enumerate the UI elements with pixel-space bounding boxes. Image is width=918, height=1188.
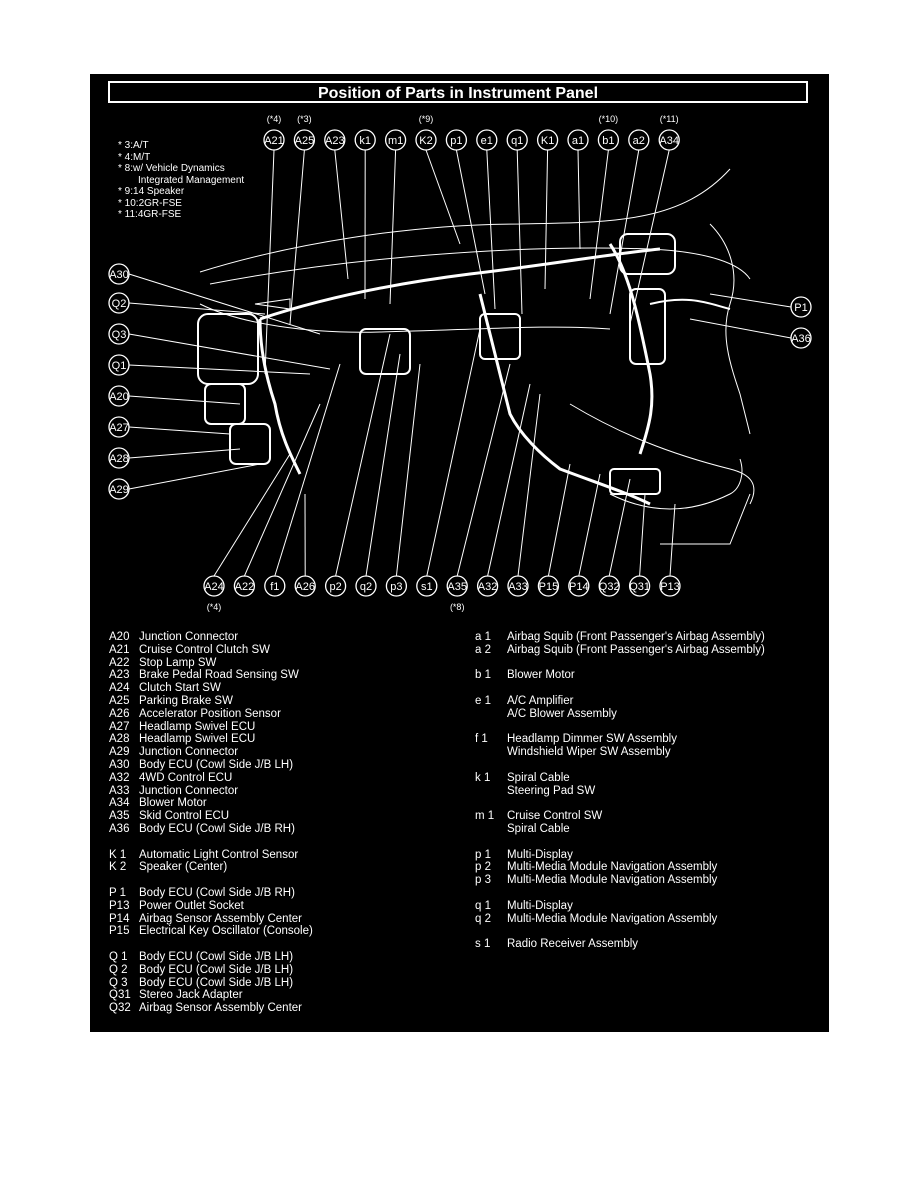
legend-row [109,823,313,836]
callout-a33 [508,576,528,596]
legend-desc: Airbag Sensor Assembly Center [139,912,302,925]
leader-line [548,464,570,576]
legend-desc: Cruise Control Clutch SW [139,643,271,656]
callout-a35 [447,576,467,596]
legend-desc: Spiral Cable [507,822,570,835]
steering-column [360,329,410,374]
leader-line [578,150,580,249]
legend-row [109,887,313,900]
leader-line [390,150,396,304]
callout-a22 [234,576,254,596]
legend-row [475,669,765,682]
callout-label: K2 [419,135,433,147]
callout-a32 [478,576,498,596]
callout-label: A29 [109,484,129,496]
note-line: * 4:M/T [118,151,151,163]
legend-row [109,733,313,746]
callout-q2 [109,293,129,313]
legend-code: f 1 [475,733,488,746]
callout-label: K1 [540,135,555,147]
note-line: * 8:w/ Vehicle Dynamics [118,163,225,174]
legend-code: Q32 [109,1002,131,1015]
legend-code: A26 [109,707,130,720]
callout-m1 [386,130,406,150]
legend-desc: Skid Control ECU [139,810,230,823]
legend-desc: Multi-Display [507,848,573,861]
junction-block [230,424,270,464]
legend-row [109,925,313,938]
callout-k1 [355,130,375,150]
legend-desc: Accelerator Position Sensor [139,707,281,720]
legend-code: Q 2 [109,963,128,976]
leader-lines [129,150,791,576]
legend-row [109,772,313,785]
leader-line [710,294,791,307]
leader-line [545,150,548,289]
callout-q2 [356,576,376,596]
main-harness [260,249,660,319]
note-line: * 3:A/T [118,140,149,151]
harness-clip [255,299,290,309]
legend-row [109,669,313,682]
legend-gap [475,925,765,938]
legend-desc: A/C Blower Assembly [507,707,617,720]
legend-desc: Body ECU (Cowl Side J/B LH) [139,976,294,989]
legend-desc: Brake Pedal Road Sensing SW [139,669,299,682]
legend-code: A22 [109,656,130,669]
legend-row [475,708,765,721]
callout-label: A26 [295,581,315,593]
legend-code: s 1 [475,938,491,951]
callout-label: A21 [264,135,284,147]
legend-code: A21 [109,643,130,656]
legend-row [475,746,765,759]
legend-desc: Cruise Control SW [507,810,603,823]
callout-label: p2 [329,581,342,593]
legend-desc: Headlamp Swivel ECU [139,720,256,733]
legend-gap [109,938,313,951]
legend-gap [109,836,313,849]
legend-code: A30 [109,758,130,771]
legend-desc: Power Outlet Socket [139,899,244,912]
legend-row [475,861,765,874]
callout-label: s1 [420,581,433,593]
legend-row [109,810,313,823]
callout-label: A27 [109,422,129,434]
legend-row [475,695,765,708]
leader-line [579,474,600,576]
leader-line [690,319,791,338]
legend-code: A23 [109,669,130,682]
callout-p3 [386,576,406,596]
legend-row [109,849,313,862]
legend-row [109,1002,313,1015]
passenger-harness [650,300,730,309]
legend-code: m 1 [475,810,495,823]
legend-gap [475,797,765,810]
legend-row [475,823,765,836]
dash-upper-line [210,248,750,284]
legend-desc: 4WD Control ECU [139,771,233,784]
legend-row [109,797,313,810]
callout-label: A36 [791,333,811,345]
legend-desc: Body ECU (Cowl Side J/B LH) [139,963,294,976]
callout-note: (*4) [206,602,222,612]
callout-label: Q32 [598,581,620,593]
callout-s1 [417,576,437,596]
legend-desc: Automatic Light Control Sensor [139,848,299,861]
callout-label: q2 [359,581,373,593]
callout-label: A20 [109,391,129,403]
legend-row [475,733,765,746]
callout-label: P15 [538,581,559,593]
leader-line [129,449,240,458]
callout-label: p3 [390,581,403,593]
callout-a26 [295,576,315,596]
callout-p15 [538,576,558,596]
callout-f1 [265,576,285,596]
callout-label: e1 [480,135,493,147]
legend-code [475,708,507,721]
leader-line [129,427,230,434]
leader-line [265,150,274,374]
callout-label: b1 [602,135,615,147]
legend-row [109,644,313,657]
center-harness [480,294,650,504]
legend-row [109,913,313,926]
callout-k1 [538,130,558,150]
callout-a23 [325,130,345,150]
callout-q1 [109,355,129,375]
callout-a25 [294,130,314,150]
console-line [570,404,754,504]
legend-code: p 1 [475,848,491,861]
callout-q3 [109,324,129,344]
legend-code: A29 [109,746,130,759]
legend-desc: Junction Connector [139,784,239,797]
note-line: * 10:2GR-FSE [118,197,182,209]
legend-desc: Clutch Start SW [139,682,221,695]
legend-row [475,938,765,951]
legend-desc: Headlamp Dimmer SW Assembly [507,733,677,746]
legend-desc: Spiral Cable [507,771,570,784]
legend-code: A20 [109,631,130,643]
legend-row [109,721,313,734]
legend-gap [475,721,765,734]
legend-code: e 1 [475,694,491,707]
note-line: * 11:4GR-FSE [118,209,182,220]
leader-line [129,464,260,489]
note-line: * 9:14 Speaker [118,186,185,197]
leader-line [426,150,460,244]
legend-desc: Stop Lamp SW [139,656,217,669]
legend-desc: Blower Motor [507,669,575,682]
callout-label: m1 [387,135,404,147]
callout-label: A22 [234,581,255,593]
callout-note: (*4) [266,114,282,124]
legend-row [475,900,765,913]
legend-code: p 2 [475,861,491,874]
callout-note: (*10) [598,114,619,124]
callout-note: (*11) [659,114,679,124]
legend-desc: Stereo Jack Adapter [139,989,243,1002]
legend-code: Q 3 [109,976,128,989]
leader-line [396,364,420,576]
legend-desc: A/C Amplifier [507,694,574,707]
legend-row [109,631,313,644]
legend-row [475,631,765,644]
callout-label: A32 [477,581,498,593]
legend-desc: Airbag Squib (Front Passenger's Airbag Assembly) [507,643,765,656]
callout-label: A23 [325,135,345,147]
legend-code: A32 [109,771,130,784]
legend-code: A27 [109,720,130,733]
legend-code: k 1 [475,771,491,784]
legend-desc: Multi-Media Module Navigation Assembly [507,861,718,874]
callout-a29 [109,479,129,499]
legend-desc: Body ECU (Cowl Side J/B RH) [139,886,295,899]
callout-label: A25 [294,135,315,147]
legend-row [475,810,765,823]
legend-row [109,900,313,913]
callout-p1 [791,297,811,317]
legend-row [109,977,313,990]
callout-a34 [659,130,679,150]
legend-desc: Speaker (Center) [139,861,228,874]
callout-a36 [791,328,811,348]
callout-label: P1 [794,302,808,314]
callout-label: A34 [659,135,679,147]
legend-code: a 1 [475,631,491,643]
legend-code: P15 [109,925,130,938]
legend-code: q 1 [475,899,491,912]
legend-code [475,746,507,759]
legend-code: b 1 [475,669,491,682]
legend-row [475,772,765,785]
callout-label: A24 [204,581,224,593]
legend-desc: Multi-Media Module Navigation Assembly [507,874,718,887]
callout-q32 [599,576,620,596]
legend-row [109,708,313,721]
legend-code: q 2 [475,912,491,925]
legend-row [109,695,313,708]
legend-code [475,823,507,836]
leader-line [517,150,522,314]
callout-label: A33 [508,581,528,593]
legend-code: A36 [109,822,130,835]
legend-gap [109,874,313,887]
legend-code: A24 [109,682,130,695]
legend-gap [475,836,765,849]
legend-row [109,785,313,798]
leader-line [487,150,495,309]
legend-desc: Blower Motor [139,797,207,810]
callout-p1 [446,130,466,150]
callout-a30 [109,264,129,284]
leader-line [275,364,340,576]
callout-label: p1 [450,135,463,147]
leader-line [335,150,348,279]
callout-label: q1 [511,135,524,147]
legend-desc: Electrical Key Oscillator (Console) [139,925,313,938]
leader-line [670,504,675,576]
legend-row [475,644,765,657]
callout-note: (*3) [297,114,312,124]
page-title: Position of Parts in Instrument Panel [317,85,599,102]
callout-k2 [416,130,436,150]
diagram-panel [90,74,829,1032]
legend-code: A25 [109,694,130,707]
legend-row [109,951,313,964]
legend-desc: Body ECU (Cowl Side J/B LH) [139,758,294,771]
legend-gap [475,682,765,695]
legend-code [475,785,507,798]
legend-desc: Radio Receiver Assembly [507,938,639,951]
callout-p13 [660,576,680,596]
legend-desc: Steering Pad SW [507,784,596,797]
note-line: Integrated Management [138,174,245,186]
leader-line [129,396,240,404]
legend-desc: Junction Connector [139,746,239,759]
legend-desc: Parking Brake SW [139,694,233,707]
legend-code: p 3 [475,874,491,887]
leader-line [336,334,390,576]
legend-desc: Body ECU (Cowl Side J/B LH) [139,950,294,963]
legend-code: Q31 [109,989,131,1002]
leader-line [129,334,330,369]
callout-a1 [568,130,588,150]
callout-a24 [204,576,224,596]
callout-label: f1 [270,581,280,593]
callout-label: a2 [632,135,645,147]
leader-line [129,365,310,374]
legend-code: A35 [109,810,130,823]
callout-label: Q3 [111,329,127,341]
legend-desc: Multi-Display [507,899,573,912]
legend-code: Q 1 [109,950,128,963]
leader-line [290,150,304,324]
legend-desc: Body ECU (Cowl Side J/B RH) [139,822,295,835]
legend-code: A33 [109,784,130,797]
legend-row [475,849,765,862]
legend-desc: Windshield Wiper SW Assembly [507,746,671,759]
legend-row [109,746,313,759]
legend-row [475,913,765,926]
legend-code: A28 [109,733,130,746]
leader-line [456,150,485,294]
callout-e1 [477,130,497,150]
leader-line [630,150,669,324]
legend-desc: Headlamp Swivel ECU [139,733,256,746]
legend-row [109,861,313,874]
callout-label: A28 [109,453,129,465]
callout-label: A35 [447,581,467,593]
callout-label: A30 [109,269,129,281]
callout-p2 [326,576,346,596]
callout-label: k1 [359,135,372,147]
legend-row [475,874,765,887]
legend-row [109,759,313,772]
callout-label: a1 [571,135,585,147]
callout-q31 [629,576,650,596]
callout-a20 [109,386,129,406]
legend-code: K 1 [109,848,127,861]
callout-a21 [264,130,284,150]
legend-right [475,631,765,951]
legend-row [475,785,765,798]
leader-line [427,329,480,576]
legend-left [109,631,313,1015]
callout-a28 [109,448,129,468]
callout-label: Q31 [629,581,650,593]
callout-p14 [569,576,589,596]
legend-code: P 1 [109,886,127,899]
legend-desc: Multi-Media Module Navigation Assembly [507,912,718,925]
callout-q1 [507,130,527,150]
leader-line [366,354,400,576]
callout-label: Q2 [111,298,127,310]
callout-a2 [629,130,649,150]
instrument-panel-illustration [198,169,754,544]
legend-row [109,657,313,670]
legend-code: A34 [109,797,130,810]
legend-desc: Airbag Squib (Front Passenger's Airbag Assembly) [507,631,765,643]
callout-label: Q1 [111,360,127,372]
callout-a27 [109,417,129,437]
leader-line [129,303,265,314]
legend-code: P14 [109,912,130,925]
callout-note: (*8) [449,602,465,612]
callout-label: P14 [569,581,589,593]
leader-line [590,150,608,299]
legend-gap [475,657,765,670]
cowl-jb-lh [198,314,258,384]
legend-row [109,682,313,695]
legend-row [109,964,313,977]
legend-row [109,989,313,1002]
callout-label: P13 [660,581,680,593]
legend-gap [475,887,765,900]
dash-top-edge [200,169,730,272]
legend-gap [475,759,765,772]
legend-code: K 2 [109,861,127,874]
callout-note: (*9) [418,114,434,124]
legend-code: a 2 [475,643,491,656]
legend-desc: Airbag Sensor Assembly Center [139,1002,302,1015]
legend-desc: Junction Connector [139,631,239,643]
callout-b1 [598,130,618,150]
legend-code: P13 [109,899,130,912]
callout-group [109,114,811,612]
